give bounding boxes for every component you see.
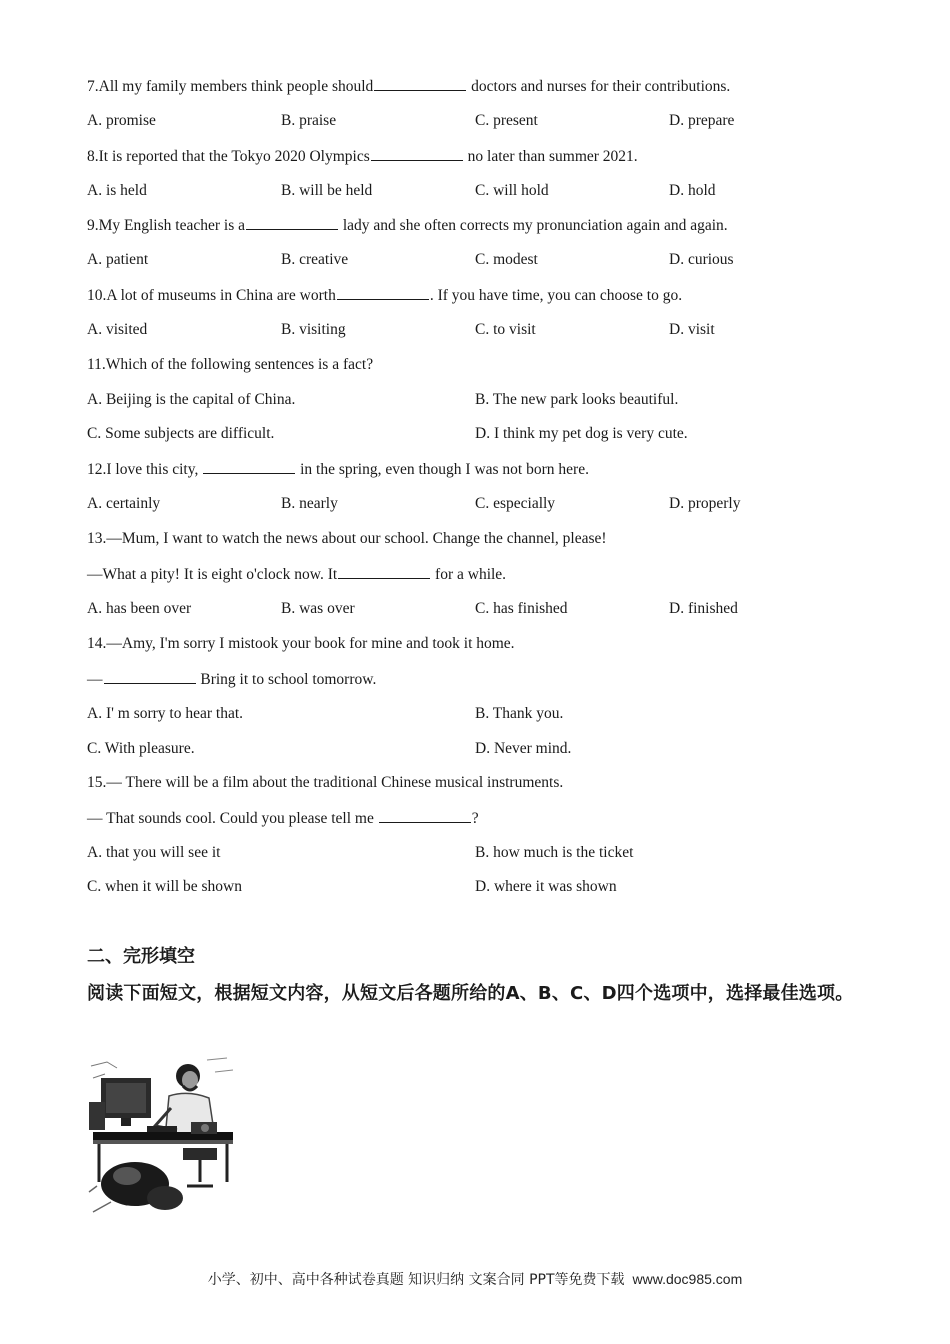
option-c: C. has finished bbox=[475, 600, 568, 617]
option-c: C. will hold bbox=[475, 182, 549, 199]
option-a: A. patient bbox=[87, 251, 149, 268]
answer-blank bbox=[379, 808, 471, 823]
man-at-computer-illustration bbox=[87, 1052, 237, 1218]
option-c: C. modest bbox=[475, 251, 538, 268]
option-b: B. visiting bbox=[281, 321, 346, 338]
option-a: A. that you will see it bbox=[87, 844, 221, 861]
question-13-stem: 13.—Mum, I want to watch the news about our school. Change the channel, please! bbox=[87, 530, 607, 547]
option-b: B. praise bbox=[281, 112, 337, 129]
answer-blank bbox=[371, 146, 463, 161]
option-b: B. nearly bbox=[281, 495, 338, 512]
option-d: D. Never mind. bbox=[475, 740, 572, 757]
option-b: B. was over bbox=[281, 600, 355, 617]
option-b: B. creative bbox=[281, 251, 349, 268]
question-8-stem: 8.It is reported that the Tokyo 2020 Olympics no later than summer 2021. bbox=[87, 148, 638, 165]
question-12-stem: 12.I love this city, in the spring, even though I was not born here. bbox=[87, 461, 589, 478]
option-d: D. where it was shown bbox=[475, 878, 617, 895]
option-d: D. prepare bbox=[669, 112, 735, 129]
answer-blank bbox=[337, 285, 429, 300]
question-13-reply: —What a pity! It is eight o'clock now. It for a while. bbox=[87, 566, 507, 583]
option-c: C. present bbox=[475, 112, 538, 129]
option-d: D. visit bbox=[669, 321, 715, 338]
question-11-stem: 11.Which of the following sentences is a fact? bbox=[87, 356, 374, 373]
option-b: B. how much is the ticket bbox=[475, 844, 634, 861]
question-10-stem: 10.A lot of museums in China are worth . If you have time, you can choose to go. bbox=[87, 287, 683, 304]
question-14-reply: — Bring it to school tomorrow. bbox=[87, 671, 377, 688]
question-15-reply: — That sounds cool. Could you please tell me ? bbox=[87, 810, 479, 827]
answer-blank bbox=[104, 669, 196, 684]
option-a: A. Beijing is the capital of China. bbox=[87, 391, 296, 408]
option-b: B. will be held bbox=[281, 182, 373, 199]
footer-text: 小学、初中、高中各种试卷真题 知识归纳 文案合同 PPT等免费下载 bbox=[207, 1272, 625, 1288]
option-b: B. The new park looks beautiful. bbox=[475, 391, 679, 408]
option-d: D. I think my pet dog is very cute. bbox=[475, 425, 688, 442]
answer-blank bbox=[374, 76, 466, 91]
option-c: C. especially bbox=[475, 495, 556, 512]
question-9-stem: 9.My English teacher is a lady and she often corrects my pronunciation again and again. bbox=[87, 217, 728, 234]
option-c: C. Some subjects are difficult. bbox=[87, 425, 275, 442]
page-footer bbox=[0, 1269, 950, 1289]
option-d: D. curious bbox=[669, 251, 734, 268]
option-a: A. has been over bbox=[87, 600, 192, 617]
option-c: C. With pleasure. bbox=[87, 740, 195, 757]
option-d: D. finished bbox=[669, 600, 738, 617]
section-instruction: 阅读下面短文，根据短文内容，从短文后各题所给的A、B、C、D四个选项中，选择最佳选项。 bbox=[87, 983, 854, 1004]
question-14-stem: 14.—Amy, I'm sorry I mistook your book for mine and took it home. bbox=[87, 635, 515, 652]
option-a: A. is held bbox=[87, 182, 147, 199]
option-a: A. certainly bbox=[87, 495, 161, 512]
option-a: A. I' m sorry to hear that. bbox=[87, 705, 244, 722]
question-7-stem: 7.All my family members think people should doctors and nurses for their contributions. bbox=[87, 78, 731, 95]
answer-blank bbox=[338, 564, 430, 579]
answer-blank bbox=[246, 215, 338, 230]
section-title: 二、完形填空 bbox=[87, 946, 195, 967]
answer-blank bbox=[203, 459, 295, 474]
option-d: D. properly bbox=[669, 495, 741, 512]
option-a: A. promise bbox=[87, 112, 156, 129]
option-c: C. when it will be shown bbox=[87, 878, 242, 895]
option-c: C. to visit bbox=[475, 321, 536, 338]
option-a: A. visited bbox=[87, 321, 148, 338]
option-d: D. hold bbox=[669, 182, 716, 199]
footer-site-link[interactable]: www.doc985.com bbox=[632, 1271, 743, 1287]
option-b: B. Thank you. bbox=[475, 705, 564, 722]
question-15-stem: 15.— There will be a film about the traditional Chinese musical instruments. bbox=[87, 774, 564, 791]
